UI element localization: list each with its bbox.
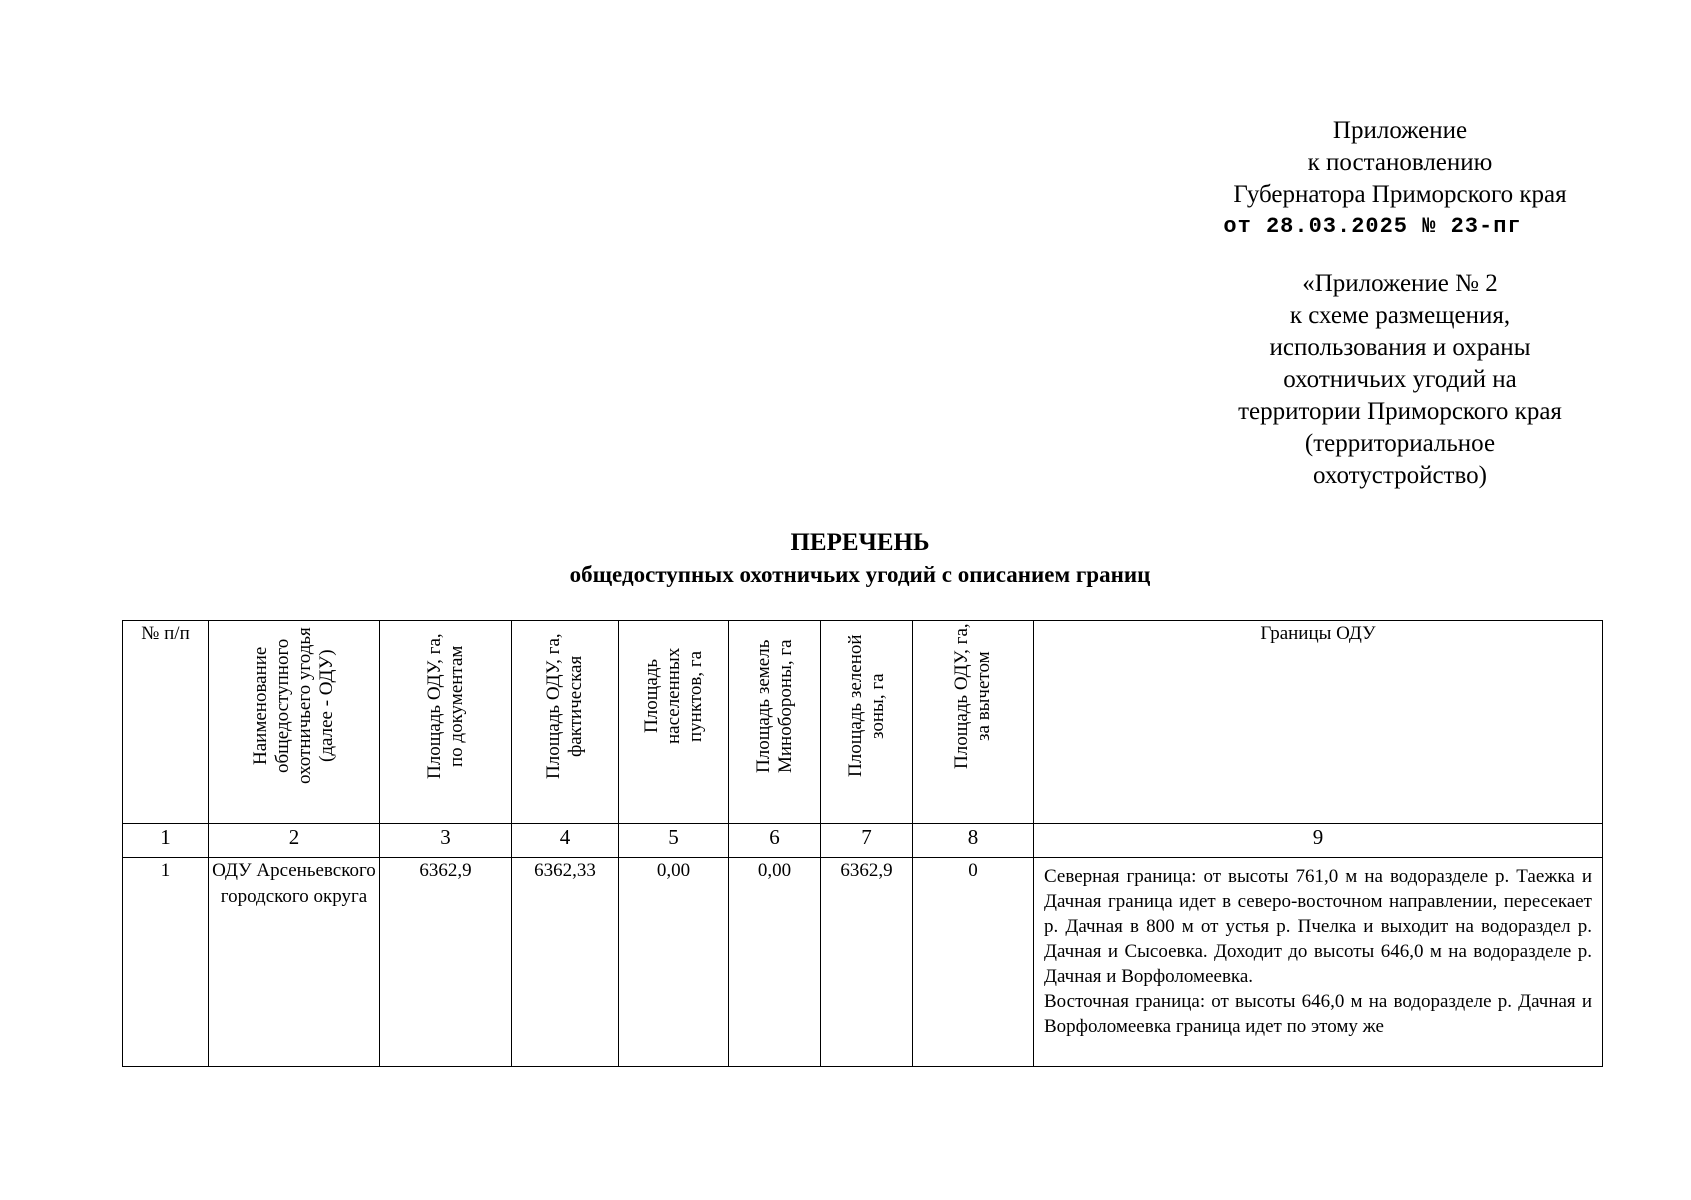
cell-boundaries [1034, 858, 1603, 1067]
cell-area-defense: 0,00 [729, 858, 821, 1067]
cell-area-net: 0 [913, 858, 1034, 1067]
header-area-net: Площадь ОДУ, га, за вычетом [913, 621, 1034, 824]
title-sub: общедоступных охотничьих угодий с описанием границ [569, 562, 1151, 587]
header-area-defense: Площадь земель Минобороны, га [729, 621, 821, 824]
header-name: Наименование общедоступного охотничьего угодья (далее - ОДУ) [209, 621, 380, 824]
column-number: 1 [123, 824, 209, 858]
appendix-2-block [1200, 268, 1600, 492]
header-boundaries: Границы ОДУ [1034, 621, 1603, 824]
header-area-actual: Площадь ОДУ, га, фактическая [512, 621, 619, 824]
cell-area-green: 6362,9 [821, 858, 913, 1067]
cell-area-docs: 6362,9 [380, 858, 512, 1067]
document-title [0, 527, 1691, 591]
boundary-north: Северная граница: от высоты 761,0 м на водоразделе р. Таежка и Дачная граница идет в северо-восточном направлении, пересекает р. Дачная в 800 м от устья р. Пчелка и выходит на водораздел р. Дачная и Сысоевка. Доходит до высоты 646,0 м на водоразделе р. Дачная и Ворфоломеевка. [1044, 866, 1592, 987]
column-number-row [123, 824, 1603, 858]
cell-num: 1 [123, 858, 209, 1067]
appendix-2-line-7: охотустройство) [1313, 462, 1487, 489]
cell-area-actual: 6362,33 [512, 858, 619, 1067]
appendix-2-line-1: «Приложение № 2 [1302, 270, 1498, 297]
column-number: 9 [1034, 824, 1603, 858]
header-num: № п/п [123, 621, 209, 824]
appendix-line-3: Губернатора Приморского края [1233, 181, 1567, 208]
column-number: 2 [209, 824, 380, 858]
column-number: 8 [913, 824, 1034, 858]
appendix-2-line-3: использования и охраны [1269, 334, 1531, 361]
hunting-grounds-table [122, 620, 1603, 1067]
column-number: 3 [380, 824, 512, 858]
appendix-line-1: Приложение [1332, 117, 1468, 144]
cell-name: ОДУ Арсеньевского городского округа [209, 858, 380, 1067]
title-main: ПЕРЕЧЕНЬ [790, 529, 930, 556]
table-row [123, 858, 1603, 1067]
column-number: 7 [821, 824, 913, 858]
appendix-2-line-6: (территориальное [1304, 430, 1496, 457]
column-number: 4 [512, 824, 619, 858]
header-area-settlements: Площадь населенных пунктов, га [619, 621, 729, 824]
column-number: 6 [729, 824, 821, 858]
appendix-line-2: к постановлению [1307, 149, 1493, 176]
decree-number: от 28.03.2025 № 23-пг [1223, 214, 1522, 239]
appendix-block [1150, 115, 1650, 243]
cell-area-settlements: 0,00 [619, 858, 729, 1067]
header-area-green: Площадь зеленой зоны, га [821, 621, 913, 824]
appendix-2-line-4: охотничьих угодий на [1283, 366, 1517, 393]
appendix-2-line-5: территории Приморского края [1238, 398, 1562, 425]
boundary-east: Восточная граница: от высоты 646,0 м на водоразделе р. Дачная и Ворфоломеевка граница идет по этому же [1044, 991, 1592, 1037]
header-area-docs: Площадь ОДУ, га, по документам [380, 621, 512, 824]
appendix-2-line-2: к схеме размещения, [1289, 302, 1511, 329]
table-header-row [123, 621, 1603, 824]
column-number: 5 [619, 824, 729, 858]
